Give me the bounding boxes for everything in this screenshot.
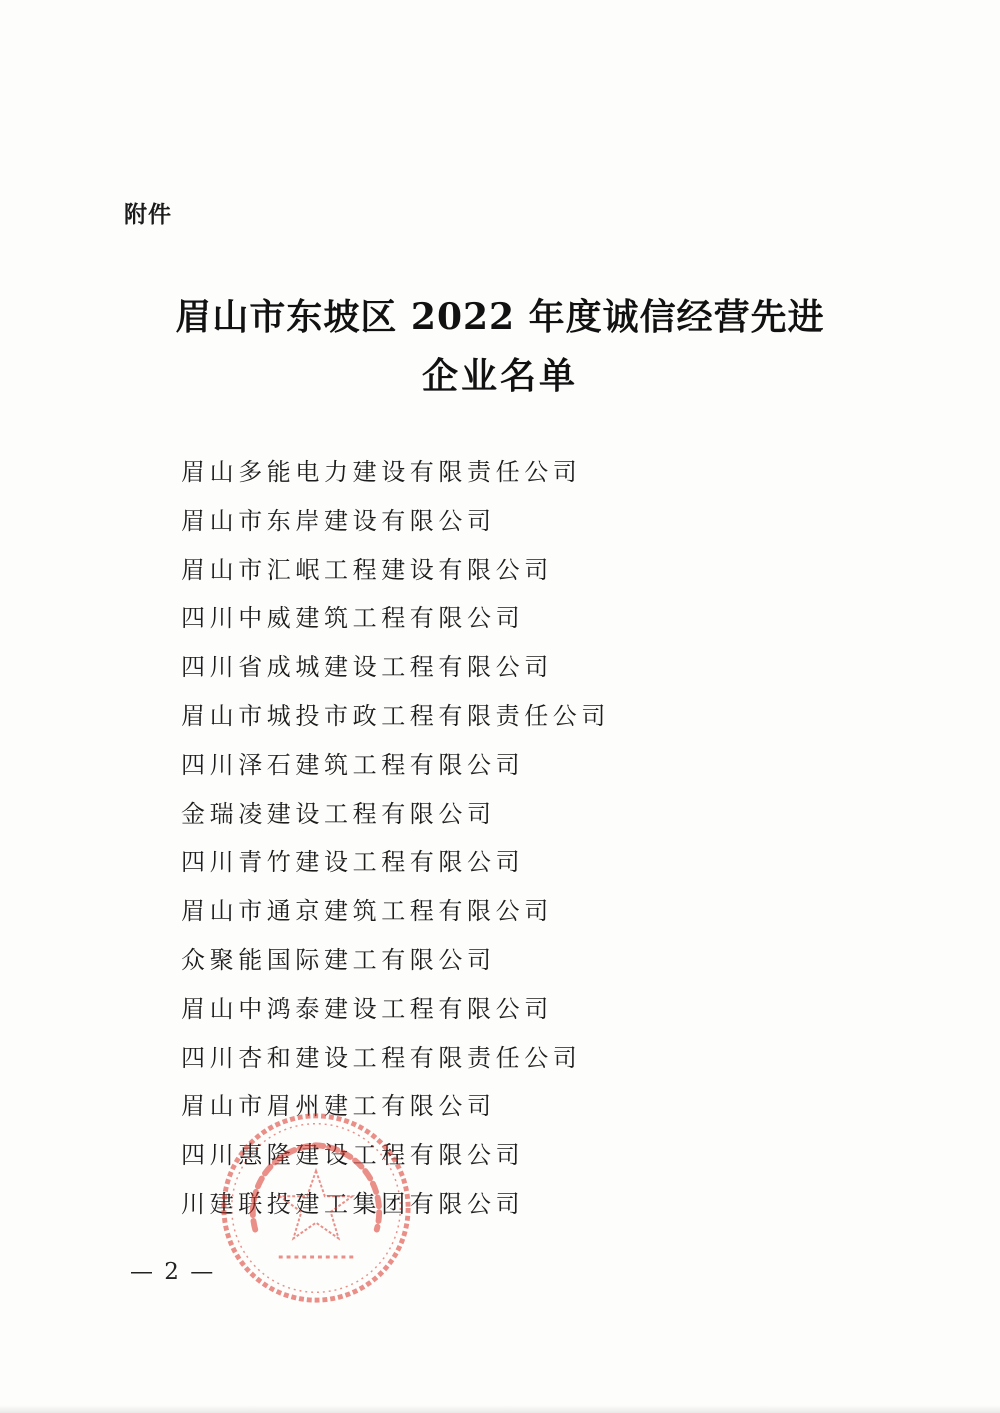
company-item: 眉山市汇岷工程建设有限公司 bbox=[181, 555, 553, 584]
company-item: 四川泽石建筑工程有限公司 bbox=[181, 750, 525, 779]
company-item: 四川惠隆建设工程有限公司 bbox=[181, 1141, 525, 1170]
company-item: 四川青竹建设工程有限公司 bbox=[181, 848, 525, 877]
company-item: 眉山市城投市政工程有限责任公司 bbox=[181, 701, 610, 730]
company-item: 四川杏和建设工程有限责任公司 bbox=[181, 1043, 582, 1072]
company-item: 眉山市眉州建工有限公司 bbox=[181, 1092, 496, 1121]
company-item: 众聚能国际建工有限公司 bbox=[181, 945, 496, 974]
company-item: 川建联投建工集团有限公司 bbox=[181, 1189, 525, 1218]
company-item: 金瑞凌建设工程有限公司 bbox=[181, 799, 496, 828]
company-item: 四川省成城建设工程有限公司 bbox=[181, 653, 553, 682]
company-item: 眉山中鸿泰建设工程有限公司 bbox=[181, 994, 553, 1023]
company-item: 眉山市东岸建设有限公司 bbox=[181, 506, 496, 535]
scan-bottom-edge bbox=[0, 1405, 1000, 1413]
document-title-line-1: 眉山市东坡区 2022 年度诚信经营先进 bbox=[175, 296, 825, 338]
company-list bbox=[181, 452, 610, 1233]
page-number: — 2 — bbox=[130, 1259, 216, 1285]
attachment-label: 附件 bbox=[124, 202, 172, 228]
document-title-line-2: 企业名单 bbox=[421, 355, 578, 397]
company-item: 眉山市通京建筑工程有限公司 bbox=[181, 897, 553, 926]
company-item: 眉山多能电力建设有限责任公司 bbox=[181, 458, 582, 486]
company-item: 四川中威建筑工程有限公司 bbox=[181, 604, 525, 633]
